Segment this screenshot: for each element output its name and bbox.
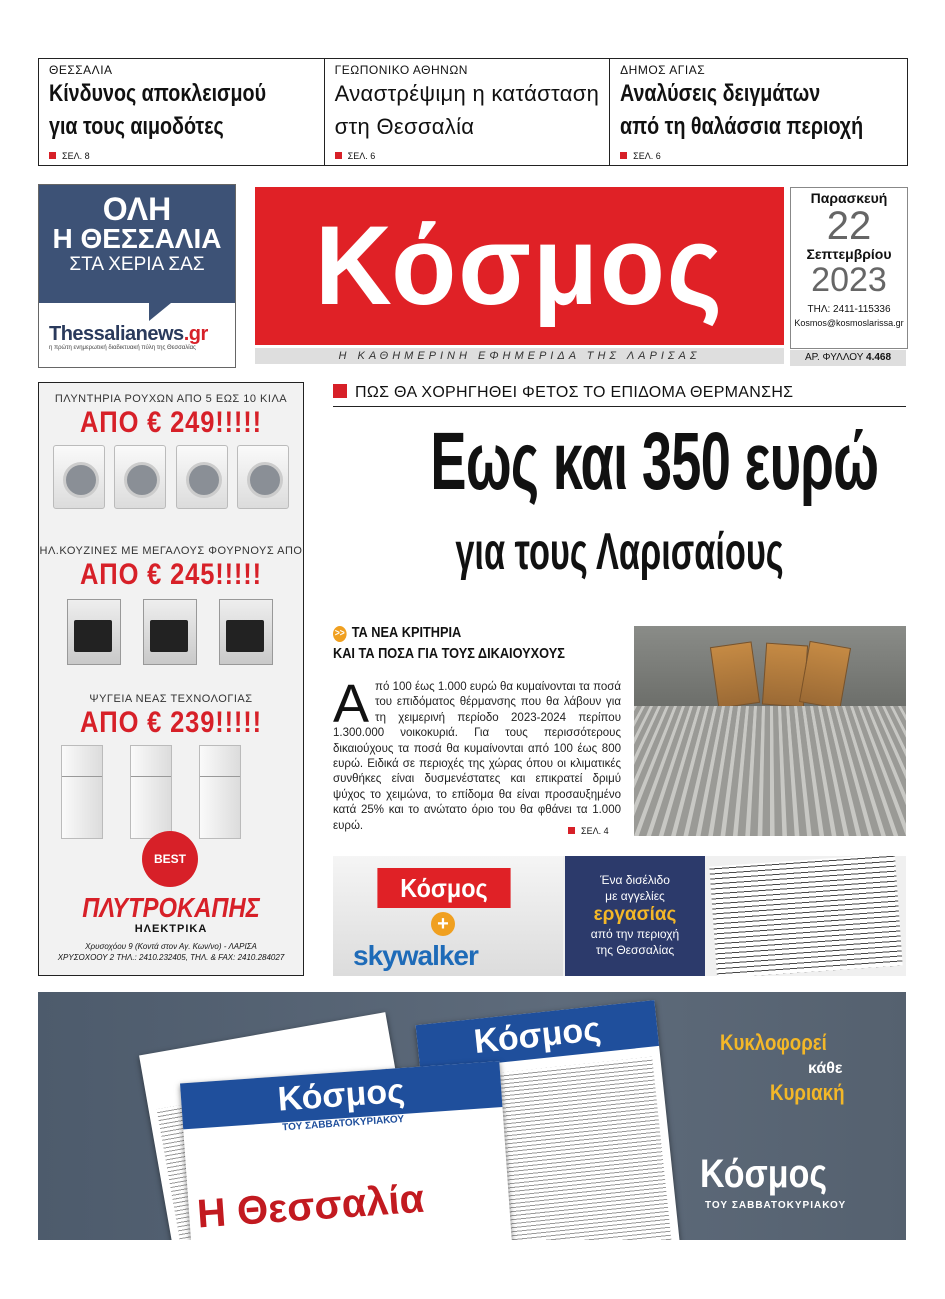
oven-icon (143, 599, 197, 665)
ad-section-ovens (39, 545, 303, 593)
thessalianews-ad[interactable] (38, 184, 236, 368)
banner-line3: Κυριακή (770, 1080, 845, 1105)
washing-machine-icon (114, 445, 166, 509)
masthead-subtitle: Η ΚΑΘΗΜΕΡΙΝΗ ΕΦΗΜΕΡΙΔΑ ΤΗΣ ΛΑΡΙΣΑΣ (255, 348, 784, 364)
store-type: ΗΛΕΚΤΡΙΚΑ (134, 923, 208, 935)
teaser-page-ref: ΣΕΛ. 6 (620, 151, 661, 161)
best-electric-badge: BEST (142, 831, 198, 887)
store-name: ΠΛΥΤΡΟΚΑΠΗΣ (82, 892, 260, 923)
teaser-kicker: ΓΕΩΠΟΝΙΚΟ ΑΘΗΝΩΝ (334, 63, 468, 77)
teaser-headline: από τη θαλάσσια περιοχή (620, 113, 864, 140)
ad-section-washers (39, 393, 303, 441)
teaser-headline: Κίνδυνος αποκλεισμού (49, 80, 267, 107)
ad-caption: ΗΛ.ΚΟΥΖΙΝΕΣ ΜΕ ΜΕΓΑΛΟΥΣ ΦΟΥΡΝΟΥΣ ΑΠΟ (39, 545, 303, 557)
date-month: Σεπτεμβρίου (806, 246, 892, 262)
teaser-strip (38, 58, 908, 166)
masthead-title: Κόσμος (314, 203, 725, 328)
double-chevron-icon: >> (333, 626, 347, 642)
washing-machine-icon (53, 445, 105, 509)
ad-caption: ΨΥΓΕΙΑ ΝΕΑΣ ΤΕΧΝΟΛΟΓΙΑΣ (89, 693, 253, 705)
red-square-icon (333, 384, 347, 398)
ad-price: ΑΠΟ € 249!!!!! (80, 406, 262, 439)
drop-cap: Α (333, 674, 370, 734)
teaser-headline: στη Θεσσαλία (334, 114, 475, 139)
main-headline[interactable]: Εως και 350 ευρώ (430, 416, 879, 507)
radiator-image (634, 706, 906, 836)
oven-icon (219, 599, 273, 665)
banner-line1: Κυκλοφορεί (720, 1030, 827, 1055)
store-ad[interactable] (38, 382, 304, 976)
contact-phone: ΤΗΛ: 2411-115336 (807, 304, 891, 315)
ad-caption: ΠΛΥΝΤΗΡΙΑ ΡΟΥΧΩΝ ΑΠΟ 5 ΕΩΣ 10 ΚΙΛΑ (54, 393, 288, 405)
thessalianews-line1: ΟΛΗ (102, 191, 172, 227)
main-headline-secondary[interactable]: για τους Λαρισαίους (455, 523, 784, 581)
thessalianews-line2: Η ΘΕΣΣΑΛΙΑ (52, 223, 222, 254)
teaser-geoponiko[interactable] (325, 59, 610, 165)
skywalker-ad[interactable] (333, 856, 906, 976)
plus-icon: + (431, 912, 455, 936)
red-square-icon (49, 152, 56, 159)
fridge-icon (130, 745, 172, 839)
fridge-icon (61, 745, 103, 839)
story-subheading: >> ΤΑ ΝΕΑ ΚΡΙΤΗΡΙΑ ΚΑΙ ΤΑ ΠΟΣΑ ΓΙΑ ΤΟΥΣ ΔΙΚΑΙΟΥΧΟΥΣ (333, 624, 565, 662)
washing-machine-icon (237, 445, 289, 509)
weekend-logo-sub: ΤΟΥ ΣΑΒΒΑΤΟΚΥΡΙΑΚΟΥ (705, 1200, 847, 1211)
teaser-page-ref: ΣΕΛ. 8 (49, 151, 90, 161)
weekend-logo: Κόσμος (700, 1152, 828, 1196)
teaser-aimodotes[interactable] (39, 59, 325, 165)
story-photo-radiator-banknotes (634, 626, 906, 836)
teaser-headline: για τους αιμοδότες (49, 113, 224, 140)
masthead (255, 187, 784, 345)
thessalianews-tagline: η πρώτη ενημερωτική διαδικτυακή πύλη της Θεσσαλίας (49, 345, 196, 351)
classifieds-page-image (709, 856, 902, 976)
sky-ad-text: Ένα δισέλιδο με αγγελίες εργασίας από την περιοχή της Θεσσαλίας (565, 856, 705, 976)
teaser-kicker: ΘΕΣΣΑΛΙΑ (49, 63, 113, 77)
sky-ad-brands (333, 856, 563, 976)
washing-machine-icon (176, 445, 228, 509)
issue-number: ΑΡ. ΦΥΛΛΟΥ 4.468 (790, 350, 906, 366)
teaser-dimos-agias[interactable] (610, 59, 927, 165)
thessalianews-line3: ΣΤΑ ΧΕΡΙΑ ΣΑΣ (69, 254, 205, 275)
red-square-icon (568, 827, 575, 834)
teaser-page-ref: ΣΕΛ. 6 (335, 151, 376, 161)
store-info (39, 893, 303, 963)
skywalker-logo: skywalker (353, 940, 478, 971)
oven-icon (67, 599, 121, 665)
banknote-image (710, 641, 760, 708)
date-year: 2023 (811, 261, 887, 299)
fridge-icon (199, 745, 241, 839)
banner-line2: κάθε (808, 1060, 843, 1077)
date-day: 22 (826, 204, 872, 248)
story-kicker: ΠΩΣ ΘΑ ΧΟΡΗΓΗΘΕΙ ΦΕΤΟΣ ΤΟ ΕΠΙΔΟΜΑ ΘΕΡΜΑΝΣΗΣ (333, 382, 906, 407)
teaser-headline: Αναστρέψιμη η κατάσταση (334, 81, 600, 106)
store-address: Χρυσοχόου 9 (Κοντά στον Αγ. Κων/νο) - ΛΑΡΙΣΑ ΧΡΥΣΟΧΟΟΥ 2 ΤΗΛ.: 2410.232405, ΤΗΛ. & FAX: 2410.284027 (57, 942, 285, 962)
story-page-ref: ΣΕΛ. 4 (568, 826, 609, 836)
fridge-images (61, 745, 241, 839)
contact-email[interactable]: Kosmos@kosmoslarissa.gr (794, 318, 904, 328)
sky-ad-kosmos-logo: Κόσμος (377, 868, 510, 908)
red-square-icon (620, 152, 627, 159)
thessalianews-logo: Thessalianews.gr (49, 323, 208, 345)
thessalianews-banner (39, 185, 235, 303)
newspaper-image: Κόσμος (416, 1000, 681, 1240)
ad-price: ΑΠΟ € 245!!!!! (80, 558, 262, 591)
story-body: Από 100 έως 1.000 ευρώ θα κυμαίνονται τα ποσά του επιδόματος θέρμανσης που θα λάβουν για τη χειμερινή περίοδο 2023-2024 περίπου 1.300.000 νοικοκυριά. Για τους περισσότερους δικαιούχους τα ποσά θα κυμαίνονται από 100 έως 800 ευρώ. Ειδικά σε περιοχές της χώρας όπου οι κλιματικές συνθήκες είναι δυσμενέστατες και επικρατεί δριμύ ψύχος το χειμώνα, το επίδομα θα είναι προσαυξημένο κατά 25% και το ανώτατο όριο του θα φθάνει τα 1.000 ευρώ. (333, 674, 621, 832)
washer-images (53, 445, 289, 509)
teaser-headline: Αναλύσεις δειγμάτων (620, 80, 821, 107)
date-weekday: Παρασκευή (810, 190, 888, 206)
banknote-image (799, 641, 851, 709)
red-square-icon (335, 152, 342, 159)
ad-price: ΑΠΟ € 239!!!!! (80, 706, 262, 739)
speech-bubble-tail-icon (149, 303, 171, 321)
teaser-kicker: ΔΗΜΟΣ ΑΓΙΑΣ (620, 63, 706, 77)
ad-section-fridges (39, 693, 303, 741)
date-box (790, 187, 908, 349)
oven-images (67, 599, 273, 665)
newspaper-front-image: Κόσμος ΤΟΥ ΣΑΒΒΑΤΟΚΥΡΙΑΚΟΥ Η Θεσσαλία (180, 1061, 516, 1240)
